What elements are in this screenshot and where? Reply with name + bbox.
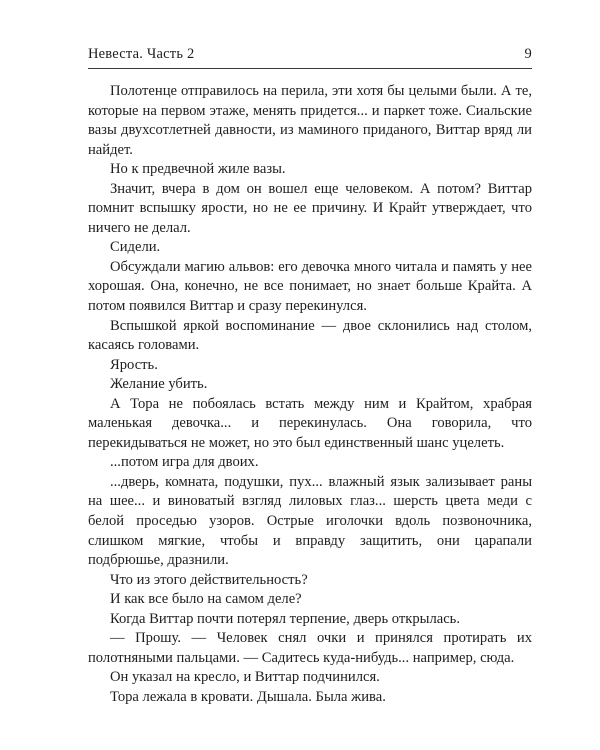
paragraph: Он указал на кресло, и Виттар подчинился. xyxy=(110,669,380,686)
paragraph: А Тора не побоялась встать между ним и Крайтом, храбрая маленькая девочка... и перекинулась. Она говорила, что перекидываться не может, но это был единственный шанс уцелеть. xyxy=(88,395,532,451)
running-title: Невеста. Часть 2 xyxy=(88,46,195,62)
paragraph: — Прошу. — Человек снял очки и принялся протирать их полотняными пальцами. — Садитесь куда-нибудь... например, сюда. xyxy=(88,630,532,666)
paragraph: Что из этого действительность? xyxy=(110,571,308,588)
paragraph: Тора лежала в кровати. Дышала. Была жива. xyxy=(110,688,386,705)
body-text xyxy=(88,82,532,708)
paragraph: ...дверь, комната, подушки, пух... влажный язык зализывает раны на шее... и виноватый взгляд лиловых глаз... шерсть цвета меди с белой проседью узоров. Острые иголочки вдоль позвоночника, слишком мягкие, чтобы и вправду защитить, они царапали подбрюшье, дразнили. xyxy=(88,473,532,569)
paragraph: Желание убить. xyxy=(110,376,208,393)
paragraph: Вспышкой яркой воспоминание — двое склонились над столом, касаясь головами. xyxy=(88,317,532,354)
paragraph: ...потом игра для двоих. xyxy=(110,454,259,471)
header-rule xyxy=(88,68,532,69)
paragraph: Значит, вчера в дом он вошел еще человеком. А потом? Виттар помнит вспышку ярости, но не ее причину. И Крайт утверждает, что ничего не делал. xyxy=(88,180,532,236)
page-number: 9 xyxy=(524,46,532,62)
paragraph: Полотенце отправилось на перила, эти хотя бы целыми были. А те, которые на первом этаже, менять придется... и паркет тоже. Сиальские вазы двухсотлетней давности, из маминого приданого, Виттар вряд ли найдет. xyxy=(88,83,532,158)
paragraph: Сидели. xyxy=(110,239,161,256)
paragraph: Но к предвечной жиле вазы. xyxy=(110,161,286,178)
paragraph: Ярость. xyxy=(110,356,158,373)
paragraph: Обсуждали магию альвов: его девочка много читала и память у нее хорошая. Она, конечно, не все понимает, но знает больше Крайта. А потом появился Виттар и сразу перекинулся. xyxy=(88,258,532,315)
paragraph: Когда Виттар почти потерял терпение, дверь открылась. xyxy=(110,610,460,627)
paragraph: И как все было на самом деле? xyxy=(110,591,302,608)
running-header xyxy=(88,46,532,68)
